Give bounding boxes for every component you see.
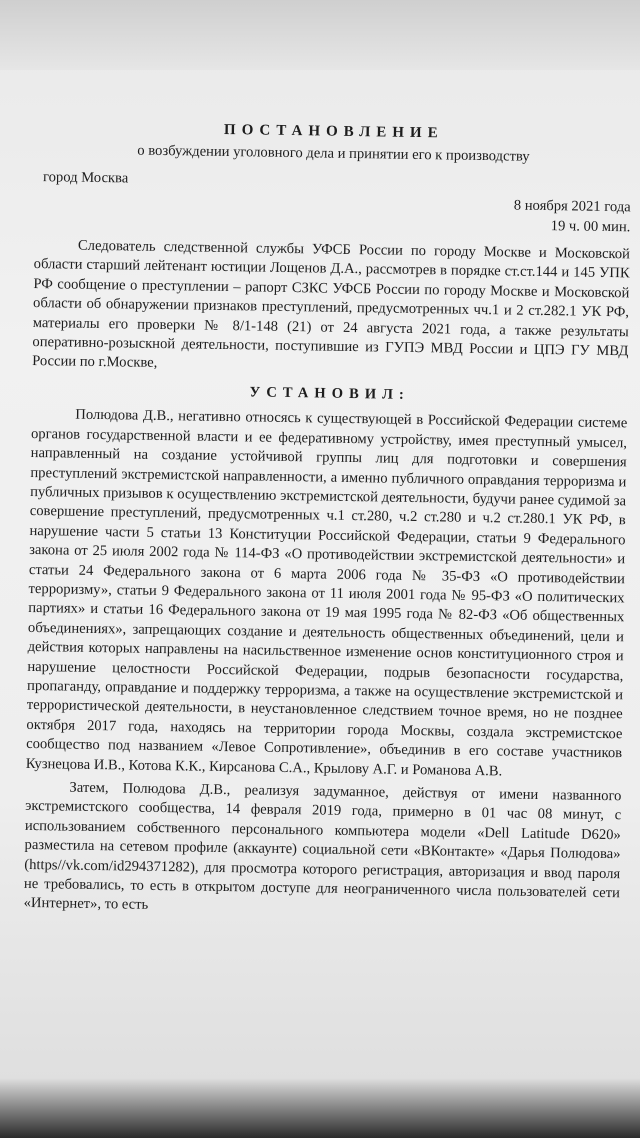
document-time: 19 ч. 00 мин. [550,217,631,235]
body-paragraph-2: Затем, Полюдова Д.В., реализуя задуманное, действуя от имени названного экстремистского сообщества, 14 февраля 2019 года, примерно в 01 час 08 минут, с использованием собственного персонального компьютера модели «Dell Latitude D620» разместила на сетевом профиле (аккаунте) социальной сети «ВКонтакте» «Дарья Полюдова» (https//vk.com/id294371282), для просмотра которого регистрация, авторизация и ввод пароля не требовались, то есть в открытом доступе для неограниченного числа пользователей сети «Интернет», то есть [23,779,622,914]
page-top-edge [0,0,640,70]
resolution-document [23,118,631,923]
body-paragraph-1: Полюдова Д.В., негативно относясь к существующей в Российской Федерации системе органов государственной власти и ее федеративному устройству, имея преступный умысел, направленный на создание устойчивой группы лиц для подготовки и совершения преступлений экстремистской направленности, а именно публичного оправдания терроризма и публичных призывов к осуществлению экстремистской деятельности, будучи ранее судимой за совершение преступлений, предусмотренных ч.1 ст.280, ч.2 ст.280 и ч.2 ст.280.1 УК РФ, в нарушение части 5 статьи 13 Конституции Российской Федерации, статьи 9 Федерального закона от 25 июля 2002 года № 114-ФЗ «О противодействии экстремистской деятельности» и статьи 24 Федерального закона от 6 марта 2006 года № 35-ФЗ «О противодействии терроризму», статьи 9 Федерального закона от 11 июля 2001 года № 95-ФЗ «О политических партиях» и статьи 16 Федерального закона от 19 мая 1995 года № 82-ФЗ «Об общественных объединениях», запрещающих создание и деятельность общественных объединений, цели и действия которых направлены на насильственное изменение основ конституционного строя и нарушение целостности Российской Федерации, подрыв безопасности государства, пропаганду, оправдание и поддержку терроризма, а также на осуществление экстремистской и террористической деятельности, в неустановленное следствием точное время, но не позднее октября 2017 года, находясь на территории города Москвы, создала экстремистское сообщество под названием «Левое Сопротивление», объединив в его составе участников Кузнецова И.В., Котова К.К., Кирсанова С.А., Крылову А.Г. и Романова А.В. [25,406,628,779]
document-city: город Москва [42,168,129,187]
document-title: ПОСТАНОВЛЕНИЕ [223,121,444,142]
section-heading: УСТАНОВИЛ: [249,384,410,403]
intro-paragraph: Следователь следственной службы УФСБ России по городу Москве и Московской области старший лейтенант юстиции Лощенов Д.А., рассмотрев в порядке ст.ст.144 и 145 УПК РФ сообщение о преступлении – рапорт СЗКС УФСБ России по городу Москве и Московской области об обнаружении признаков преступлений, предусмотренных чч.1 и 2 ст.282.1 УК РФ, материалы его проверки № 8/1-148 (21) от 24 августа 2021 года, а также результаты оперативно-розыскной деятельности, поступившие из ГУПЭ МВД России и ЦПЭ ГУ МВД России по г.Москве, [32,237,631,372]
document-subtitle: о возбуждении уголовного дела и принятии его к производству [137,143,530,166]
document-date: 8 ноября 2021 года [513,197,631,216]
page-bottom-shadow [0,1078,640,1138]
